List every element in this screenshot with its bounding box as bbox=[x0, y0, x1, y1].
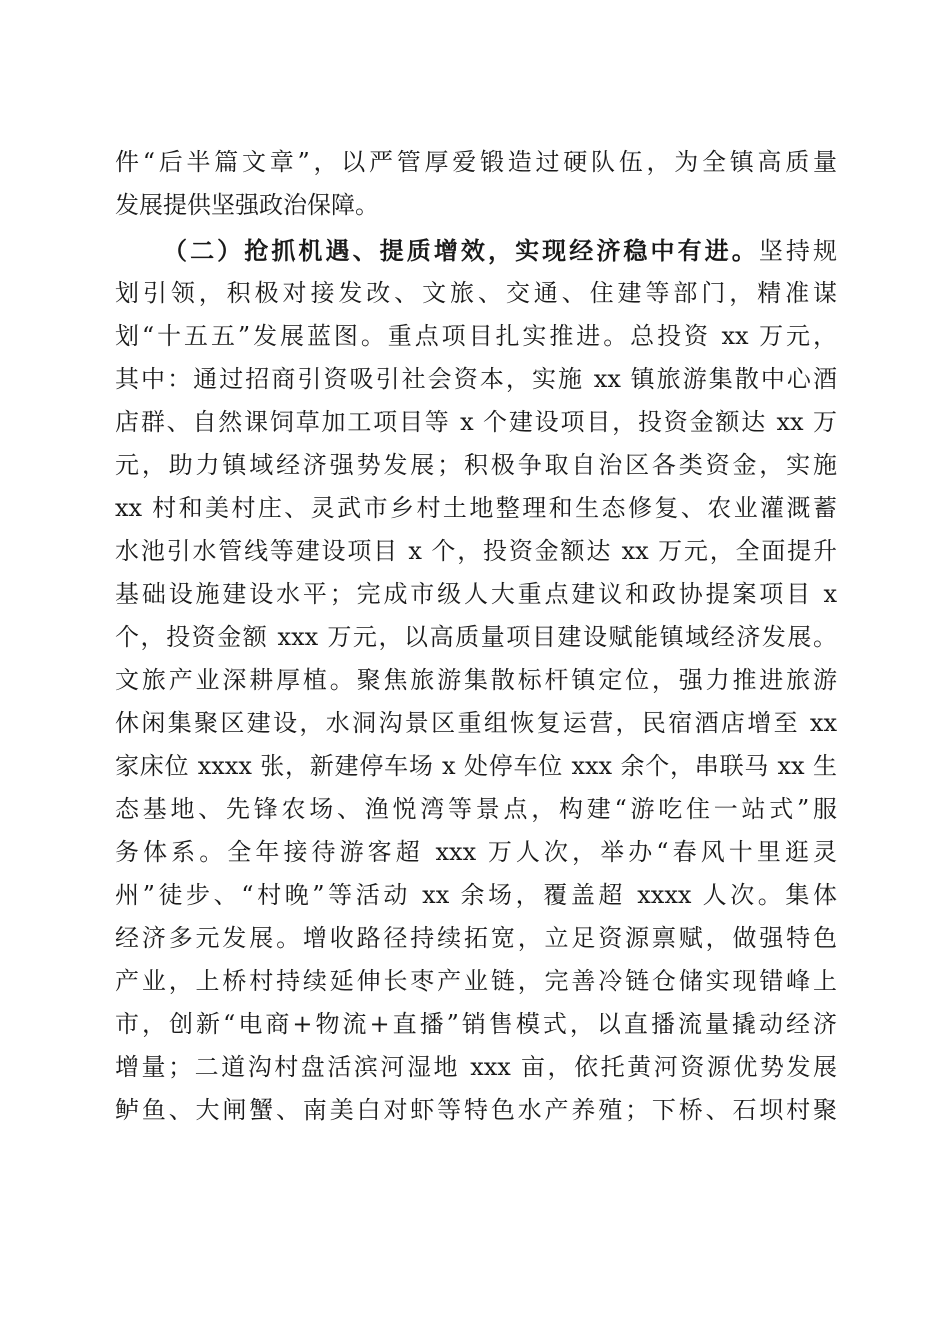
text-line: xx 村和美村庄、灵武市乡村土地整理和生态修复、农业灌溉蓄 bbox=[115, 494, 837, 522]
text-line: 州”徒步、“村晚”等活动 xx 余场，覆盖超 xxxx 人次。集体 bbox=[115, 881, 837, 909]
text-line: 文旅产业深耕厚植。聚焦旅游集散标杆镇定位，强力推进旅游 bbox=[115, 666, 837, 694]
text-run: 坚持规 bbox=[758, 237, 837, 265]
text-line: 增量；二道沟村盘活滨河湿地 xxx 亩，依托黄河资源优势发展 bbox=[115, 1053, 837, 1081]
text-line: 件“后半篇文章”，以严管厚爱锻造过硬队伍，为全镇高质量 bbox=[115, 148, 837, 176]
text-line: 元，助力镇域经济强势发展；积极争取自治区各类资金，实施 bbox=[115, 451, 837, 479]
section-heading: （二）抢抓机遇、提质增效，实现经济稳中有进。 bbox=[163, 236, 759, 265]
text-line: 发展提供坚强政治保障。 bbox=[115, 191, 379, 219]
text-line: 划引领，积极对接发改、文旅、交通、住建等部门，精准谋 bbox=[115, 279, 837, 307]
text-line: 划“十五五”发展蓝图。重点项目扎实推进。总投资 xx 万元， bbox=[115, 322, 837, 350]
text-line: 个，投资金额 xxx 万元，以高质量项目建设赋能镇域经济发展。 bbox=[115, 623, 837, 651]
section-heading-line bbox=[163, 229, 837, 272]
text-line: 水池引水管线等建设项目 x 个，投资金额达 xx 万元，全面提升 bbox=[115, 537, 837, 565]
text-line: 态基地、先锋农场、渔悦湾等景点，构建“游吃住一站式”服 bbox=[115, 795, 837, 823]
text-line: 经济多元发展。增收路径持续拓宽，立足资源禀赋，做强特色 bbox=[115, 924, 837, 952]
text-line: 务体系。全年接待游客超 xxx 万人次，举办“春风十里逛灵 bbox=[115, 838, 837, 866]
text-line: 其中：通过招商引资吸引社会资本，实施 xx 镇旅游集散中心酒 bbox=[115, 365, 837, 393]
text-line: 家床位 xxxx 张，新建停车场 x 处停车位 xxx 余个，串联马 xx 生 bbox=[115, 752, 837, 780]
text-line: 鲈鱼、大闸蟹、南美白对虾等特色水产养殖；下桥、石坝村聚 bbox=[115, 1096, 837, 1124]
text-line: 休闲集聚区建设，水洞沟景区重组恢复运营，民宿酒店增至 xx bbox=[115, 709, 837, 737]
text-line: 基础设施建设水平；完成市级人大重点建议和政协提案项目 x bbox=[115, 580, 837, 608]
text-line: 店群、自然课饲草加工项目等 x 个建设项目，投资金额达 xx 万 bbox=[115, 408, 837, 436]
text-line: 市，创新“电商+物流+直播”销售模式，以直播流量撬动经济 bbox=[115, 1010, 837, 1038]
text-line: 产业，上桥村持续延伸长枣产业链，完善冷链仓储实现错峰上 bbox=[115, 967, 837, 995]
